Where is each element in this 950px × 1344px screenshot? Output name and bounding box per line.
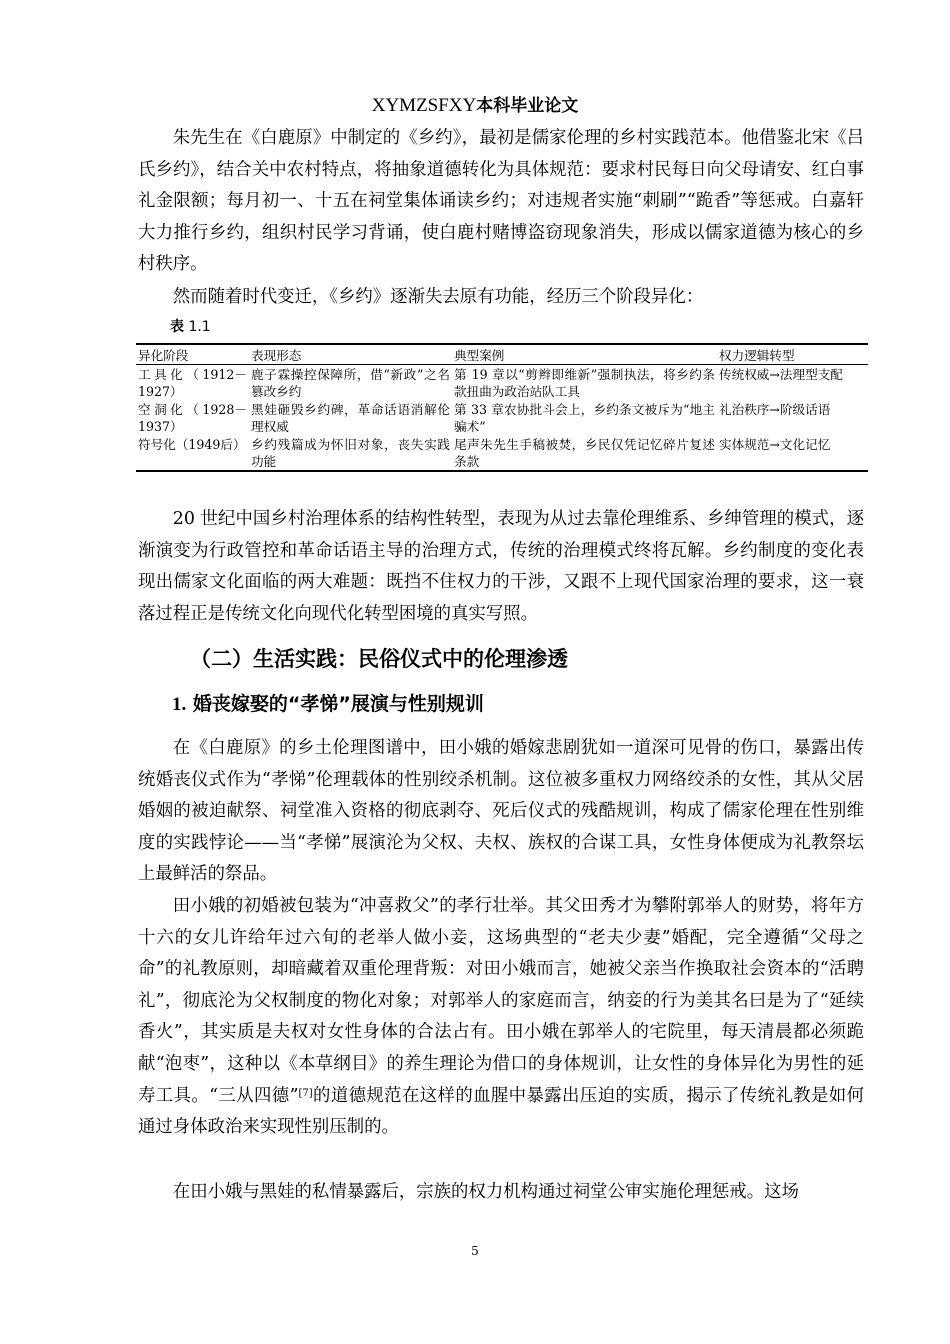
page-number: 5 [471, 1244, 479, 1258]
paragraph-xiangyue-stages: 然而随着时代变迁，《乡约》逐渐失去原有功能，经历三个阶段异化： [172, 287, 704, 307]
table-header-cell: 表现形态 [249, 344, 452, 365]
paragraph-text: 的道德规范在这样的血腥中暴露出压迫的实质，揭示了传统礼教是如何通过身体政治来实现性别压制的。 [138, 1085, 864, 1138]
table-cell: 第 19 章以“剪辫即维新”强制执法，将乡约条款扭曲为政治站队工具 [454, 367, 715, 399]
header-title: 本科毕业论文 [476, 96, 579, 116]
paragraph-tian-xiaoe-marriage [138, 891, 864, 1144]
table-cell: 符号化（1949后） [136, 435, 249, 471]
header-code: XYMZSFXY [371, 95, 477, 116]
table-row [136, 365, 868, 401]
paragraph-tian-xiaoe-intro: 在《白鹿原》的乡土伦理图谱中，田小娥的婚嫁悲剧犹如一道深可见骨的伤口，暴露出传统婚丧仪式作为“孝悌”伦理载体的性别绞杀机制。这位被多重权力网络绞杀的女性，其从父居婚姻的被迫献祭、祠堂准入资格的彻底剥夺、死后仪式的残酷规训，构成了儒家伦理在性别维度的实践悖论——当“孝悌”展演沦为父权、夫权、族权的合谋工具，女性身体便成为礼教祭坛上最鲜活的祭品。 [138, 738, 864, 885]
alienation-stages-table [136, 343, 868, 472]
table-caption [170, 316, 211, 336]
table-header-cell: 异化阶段 [136, 344, 249, 365]
table-cell: 第 33 章农协批斗会上，乡约条文被斥为“地主骗术” [454, 402, 715, 434]
table-cell: 工具化（1912－1927） [138, 367, 247, 399]
table-cell: 实体规范→文化记忆 [717, 435, 868, 471]
paragraph-xiangyue-intro: 朱先生在《白鹿原》中制定的《乡约》，最初是儒家伦理的乡村实践范本。他借鉴北宋《吕氏乡约》，结合关中农村特点，将抽象道德转化为具体规范：要求村民每日向父母请安、红白事礼金限额；每月初一、十五在祠堂集体诵读乡约；对违规者实施“刺刷”“跪香”等惩戒。白嘉轩大力推行乡约，组织村民学习背诵，使白鹿村赌博盗窃现象消失，形成以儒家道德为核心的乡村秩序。 [138, 128, 864, 275]
table-caption-label: 表 [170, 319, 184, 335]
table-cell: 传统权威→法理型支配 [719, 367, 843, 382]
table-header-cell: 权力逻辑转型 [717, 344, 868, 365]
table-cell: 鹿子霖操控保障所，借“新政”之名篡改乡约 [251, 367, 450, 399]
paragraph-clan-punishment: 在田小娥与黑娃的私情暴露后，宗族的权力机构通过祠堂公审实施伦理惩戒。这场 [172, 1182, 799, 1202]
table-cell: 黑娃砸毁乡约碑，革命话语消解伦理权威 [251, 402, 450, 434]
table-row [136, 435, 868, 471]
citation-reference[interactable]: [7] [298, 1087, 313, 1099]
table-row [136, 400, 868, 435]
table-header-row [136, 344, 868, 365]
table-cell: 礼治秩序→阶级话语 [719, 402, 831, 417]
table-caption-number: 1.1 [188, 319, 211, 335]
table-cell: 乡约残篇成为怀旧对象，丧失实践功能 [251, 437, 450, 469]
subsection-number: 1. [172, 694, 187, 715]
subsection-title: 婚丧嫁娶的“孝悌”展演与性别规训 [192, 693, 484, 715]
document-header [0, 92, 950, 119]
table-cell: 空洞化（1928－1937） [138, 402, 247, 434]
table-header-cell: 典型案例 [452, 344, 717, 365]
paragraph-text: 田小娥的初婚被包装为“冲喜救父”的孝行壮举。其父田秀才为攀附郭举人的财势，将年方十六的女儿许给年过六旬的老举人做小妾，这场典型的“老夫少妻”婚配，完全遵循“父母之命”的礼教原则，却暗藏着双重伦理背叛：对田小娥而言，她被父亲当作换取社会资本的“活聘礼”，彻底沦为父权制度的物化对象；对郭举人的家庭而言，纳妾的行为美其名曰是为了“延续香火”，其实质是夫权对女性身体的合法占有。田小娥在郭举人的宅院里，每天清晨都必须跪献“泡枣”，这种以《本草纲目》的养生理论为借口的身体规训，让女性的身体异化为男性的延寿工具。“三从四德” [138, 896, 864, 1106]
subsection-heading [172, 690, 484, 719]
table-cell: 尾声朱先生手稿被焚，乡民仅凭记忆碎片复述条款 [454, 437, 715, 469]
paragraph-governance-transition: 20 世纪中国乡村治理体系的结构性转型，表现为从过去靠伦理维系、乡绅管理的模式，逐渐演变为行政管控和革命话语主导的治理方式，传统的治理模式终将瓦解。乡约制度的变化表现出儒家文化面临的两大难题：既挡不住权力的干涉，又跟不上现代国家治理的要求，这一衰落过程正是传统文化向现代化转型困境的真实写照。 [138, 509, 864, 624]
section-heading: （二）生活实践：民俗仪式中的伦理渗透 [190, 647, 568, 671]
